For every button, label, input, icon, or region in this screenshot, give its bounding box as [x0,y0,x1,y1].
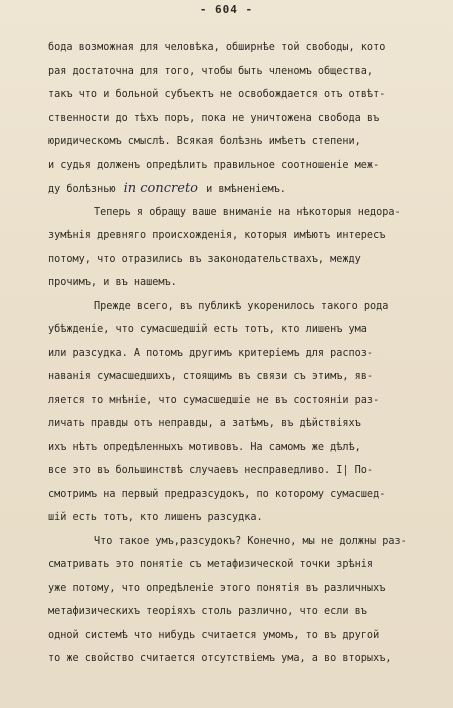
text-line: убѣжденіе, что сумасшедшій есть тотъ, кто лишенъ ума [48,324,367,335]
text-line: бода возможная для человѣка, обширнѣе той свободы, кото [48,42,386,53]
text-segment: ду болѣзнью [48,184,116,195]
page-number: - 604 - [199,3,254,16]
text-line: Прежде всего, въ публикѣ укоренилось такого рода [94,300,389,312]
text-line: прочимъ, и въ нашемъ. [48,277,177,288]
text-line: шій есть тотъ, кто лишенъ разсудка. [48,512,263,523]
text-line: зумѣнія древняго происхожденія, которыя имѣютъ интересъ [48,230,386,241]
text-line: юридическомъ смыслѣ. Всякая болѣзнь имѣетъ степени, [48,136,361,147]
text-line: ственности до тѣхъ поръ, пока не уничтожена свобода въ [48,112,380,124]
text-line: ихъ нѣтъ опредѣленныхъ мотивовъ. На самомъ же дѣлѣ, [48,441,361,453]
text-segment: и вмѣненіемъ. [206,184,286,195]
text-line: уже потому, что опредѣленіе этого понятія въ различныхъ [48,582,386,594]
text-line: Что такое умъ,разсудокъ? Конечно, мы не должны раз- [94,535,407,547]
text-line: или разсудка. А потомъ другимъ критеріемъ для распоз- [48,347,374,359]
text-line: рая достаточна для того, чтобы быть членомъ общества, [48,65,374,77]
text-line: ляется то мнѣніе, что сумасшедшіе не въ состояніи раз- [48,394,380,406]
text-line: сматривать это понятіе съ метафизической точки зрѣнія [48,559,374,570]
text-line: личать правды отъ неправды, а затѣмъ, въ дѣйствіяхъ [48,418,361,429]
body-text [48,36,446,671]
text-line: и судья долженъ опредѣлить правильное соотношеніе меж- [48,159,380,171]
text-line: такъ что и больной субъектъ не освобождается отъ отвѣт- [48,89,386,100]
text-line: все это въ большинствѣ случаевъ несправедливо. I| По- [48,465,374,476]
text-line: одной системѣ что нибудь считается умомъ, то въ другой [48,629,380,641]
text-line: то же свойство считается отсутствіемъ ума, а во вторыхъ, [48,653,392,664]
text-line: потому, что отразились въ законодательствахъ, между [48,253,361,265]
text-line: смотримъ на первый предразсудокъ, по которому сумасшед- [48,488,386,500]
text-line: метафизическихъ теоріяхъ столь различно, что если въ [48,606,367,617]
text-line: Теперь я обращу ваше вниманіе на нѣкоторыя недора- [94,206,401,218]
text-line [48,177,446,201]
handwritten-insertion: in concreto [123,181,198,196]
text-line: наванія сумасшедшихъ, стоящимъ въ связи съ этимъ, яв- [48,371,374,382]
